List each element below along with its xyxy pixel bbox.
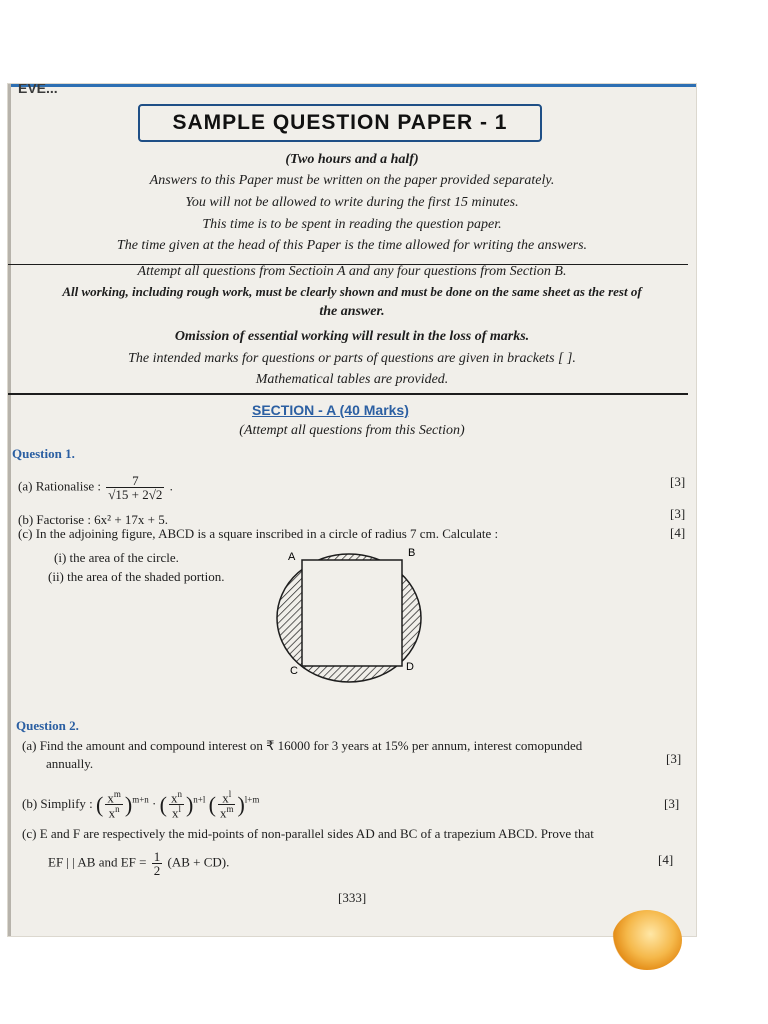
vertex-c: C <box>290 665 298 677</box>
q2c-marks: [4] <box>658 852 674 867</box>
vertex-b: B <box>408 547 416 559</box>
q2b-text: Simplify : <box>40 795 93 811</box>
omission-line: Omission of essential working will result in the loss of marks. <box>174 329 530 344</box>
section-a-subtitle: (Attempt all questions from this Section) <box>239 423 465 438</box>
q2a-text-1: Find the amount and compound interest on ₹ 16000 for 3 years at 15% per annum, interest comopunded <box>39 738 583 753</box>
q1a-end: . <box>169 478 173 494</box>
square-shape <box>302 560 402 666</box>
light-glare-blob <box>612 910 682 970</box>
q2c-fraction <box>152 850 163 877</box>
q2c-label: (c) <box>22 826 37 841</box>
working-line-1: All working, including rough work, must be clearly shown and must be done on the same sheet as the rest of <box>62 284 642 299</box>
q1b-marks: [3] <box>670 506 686 521</box>
q2c-row-2 <box>48 850 229 877</box>
q1a-numerator: 7 <box>132 473 139 488</box>
q2c-text-2a: EF | | AB and EF = <box>48 854 147 870</box>
q1b-text: Factorise : 6x² + 17x + 5. <box>36 512 168 527</box>
q1a-denominator: √15 + 2√2 <box>108 487 163 502</box>
question-2-title: Question 2. <box>16 718 79 733</box>
q1b-label: (b) <box>18 512 34 527</box>
circle-square-figure <box>270 546 430 688</box>
q1c-marks: [4] <box>670 525 686 540</box>
q1a-label: (a) <box>18 478 33 494</box>
working-line-2: the answer. <box>319 304 385 319</box>
q2c-denominator: 2 <box>153 863 161 878</box>
q1c-part-i: (i) the area of the circle. <box>54 550 179 565</box>
q1c-part-ii: (ii) the area of the shaded portion. <box>48 569 225 584</box>
instruction-line-3: This time is to be spent in reading the question paper. <box>202 217 502 232</box>
q1c-text: In the adjoining figure, ABCD is a square inscribed in a circle of radius 7 cm. Calculate : <box>35 526 499 541</box>
q2a-marks: [3] <box>666 751 682 766</box>
q1c-row <box>18 526 498 542</box>
marks-note-line: The intended marks for questions or parts of questions are given in brackets [ ]. <box>128 351 576 366</box>
q2b-label: (b) <box>22 795 38 811</box>
section-a-title: SECTION - A (40 Marks) <box>252 402 409 418</box>
divider-rule-2 <box>8 393 688 395</box>
q2c-text-2b: (AB + CD). <box>167 854 230 870</box>
vertex-a: A <box>288 551 296 563</box>
top-border-line <box>8 84 696 87</box>
header-fragment: EVE... <box>18 84 58 96</box>
q1a-marks: [3] <box>670 474 686 489</box>
page-left-edge <box>8 84 11 936</box>
q2b-row: (b) Simplify : ( $\frac{x^m}{x^n}$ )$^{m+n}$ · ( $\frac{x^n}{x^l}$ )$^{n+l}$ ( $\frac{x^l}{x^m}$ )$^{l+m}$ <box>22 789 260 821</box>
attempt-line: Attempt all questions from Sectioin A and any four questions from Section B. <box>137 264 567 279</box>
instruction-line-2: You will not be allowed to write during the first 15 minutes. <box>185 195 519 210</box>
q1a-text: Rationalise : <box>35 478 102 494</box>
paper-page <box>8 84 696 936</box>
duration-line: (Two hours and a half) <box>285 152 419 167</box>
q2b-marks: [3] <box>664 796 680 811</box>
instruction-line-1: Answers to this Paper must be written on the paper provided separately. <box>149 173 555 188</box>
q2a-label: (a) <box>22 738 37 753</box>
q2a-row <box>22 738 582 754</box>
question-1-title: Question 1. <box>12 446 75 461</box>
instruction-line-4: The time given at the head of this Paper is the time allowed for writing the answers. <box>116 238 588 253</box>
q2a-text-2: annually. <box>46 756 94 771</box>
q1a-fraction <box>106 474 164 501</box>
title-box <box>138 104 542 142</box>
page-title: SAMPLE QUESTION PAPER - 1 <box>172 111 508 134</box>
q1c-label: (c) <box>18 526 33 541</box>
q1a-row <box>18 474 173 501</box>
tables-line: Mathematical tables are provided. <box>255 372 449 387</box>
q2c-text: E and F are respectively the mid-points of non-parallel sides AD and BC of a trapezium ABCD. Prove that <box>39 826 594 841</box>
q2c-row <box>22 826 594 842</box>
page-number: [333] <box>338 890 367 905</box>
vertex-d: D <box>406 661 414 673</box>
q2c-numerator: 1 <box>153 849 161 864</box>
